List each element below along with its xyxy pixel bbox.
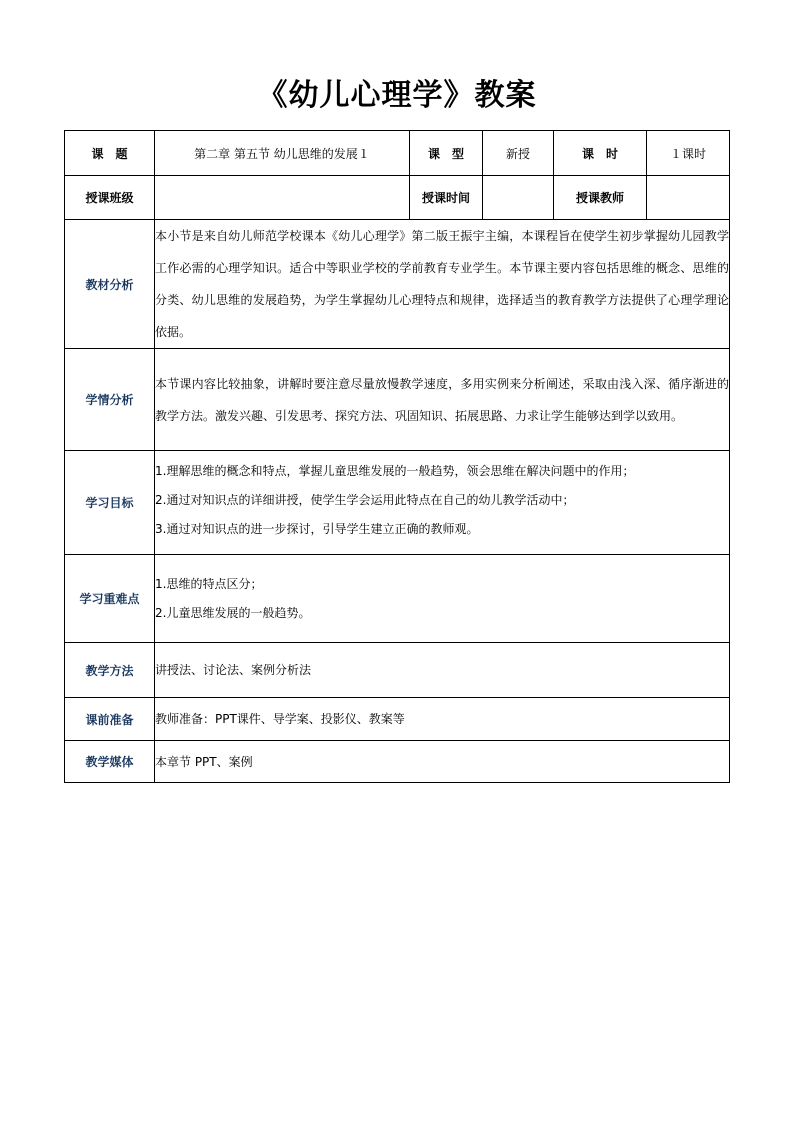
class-row [65,176,730,220]
methods-row [65,643,730,698]
hours-value: １课时 [647,131,730,176]
material-row [65,220,730,349]
teacher-value [647,176,730,220]
learner-paragraph: 本节课内容比较抽象，讲解时要注意尽量放慢教学速度，多用实例来分析阐述，采取由浅入深、循序渐进的教学方法。激发兴趣、引发思考、探究方法、巩固知识、拓展思路、力求让学生能够达到学以致用。 [155,376,729,423]
key-points-row [65,555,730,643]
type-value: 新授 [483,131,554,176]
hours-label: 课 时 [554,131,647,176]
learner-label: 学情分析 [65,349,155,451]
material-paragraph: 本小节是来自幼儿师范学校课本《幼儿心理学》第二版王振宇主编，本课程旨在使学生初步掌握幼儿园教学工作必需的心理学知识。适合中等职业学校的学前教育专业学生。本节课主要内容包括思维的概念、思维的分类、幼儿思维的发展趋势，为学生掌握幼儿心理特点和规律，选择适当的教育教学方法提供了心理学理论依据。 [155,229,729,339]
header-row [65,131,730,176]
key-point-item: 1.思维的特点区分； [155,576,263,591]
objective-item: 1.理解思维的概念和特点，掌握儿童思维发展的一般趋势，领会思维在解决问题中的作用； [155,464,635,478]
document-title: 《幼儿心理学》教案 [257,78,537,113]
media-row [65,741,730,783]
preparation-text: 教师准备：PPT课件、导学案、投影仪、教案等 [155,698,730,741]
lesson-plan-table [64,130,730,783]
objectives-row [65,451,730,555]
material-text [155,220,730,349]
methods-label: 教学方法 [65,643,155,698]
media-label: 教学媒体 [65,741,155,783]
learner-row [65,349,730,451]
topic-label: 课 题 [65,131,155,176]
objective-item: 2.通过对知识点的详细讲授，使学生学会运用此特点在自己的幼儿教学活动中； [155,493,575,507]
objectives-label: 学习目标 [65,451,155,555]
objectives-list [155,451,730,555]
learner-text [155,349,730,451]
methods-text: 讲授法、讨论法、案例分析法 [155,643,730,698]
key-point-item: 2.儿童思维发展的一般趋势。 [155,605,311,620]
preparation-label: 课前准备 [65,698,155,741]
key-points-label: 学习重难点 [65,555,155,643]
time-label: 授课时间 [410,176,483,220]
material-label: 教材分析 [65,220,155,349]
objective-item: 3.通过对知识点的进一步探讨，引导学生建立正确的教师观。 [155,522,479,536]
type-label: 课 型 [410,131,483,176]
class-value [155,176,410,220]
time-value [483,176,554,220]
media-text: 本章节 PPT、案例 [155,741,730,783]
preparation-row [65,698,730,741]
teacher-label: 授课教师 [554,176,647,220]
topic-value: 第二章 第五节 幼儿思维的发展１ [155,131,410,176]
class-label: 授课班级 [65,176,155,220]
key-points-list [155,555,730,643]
